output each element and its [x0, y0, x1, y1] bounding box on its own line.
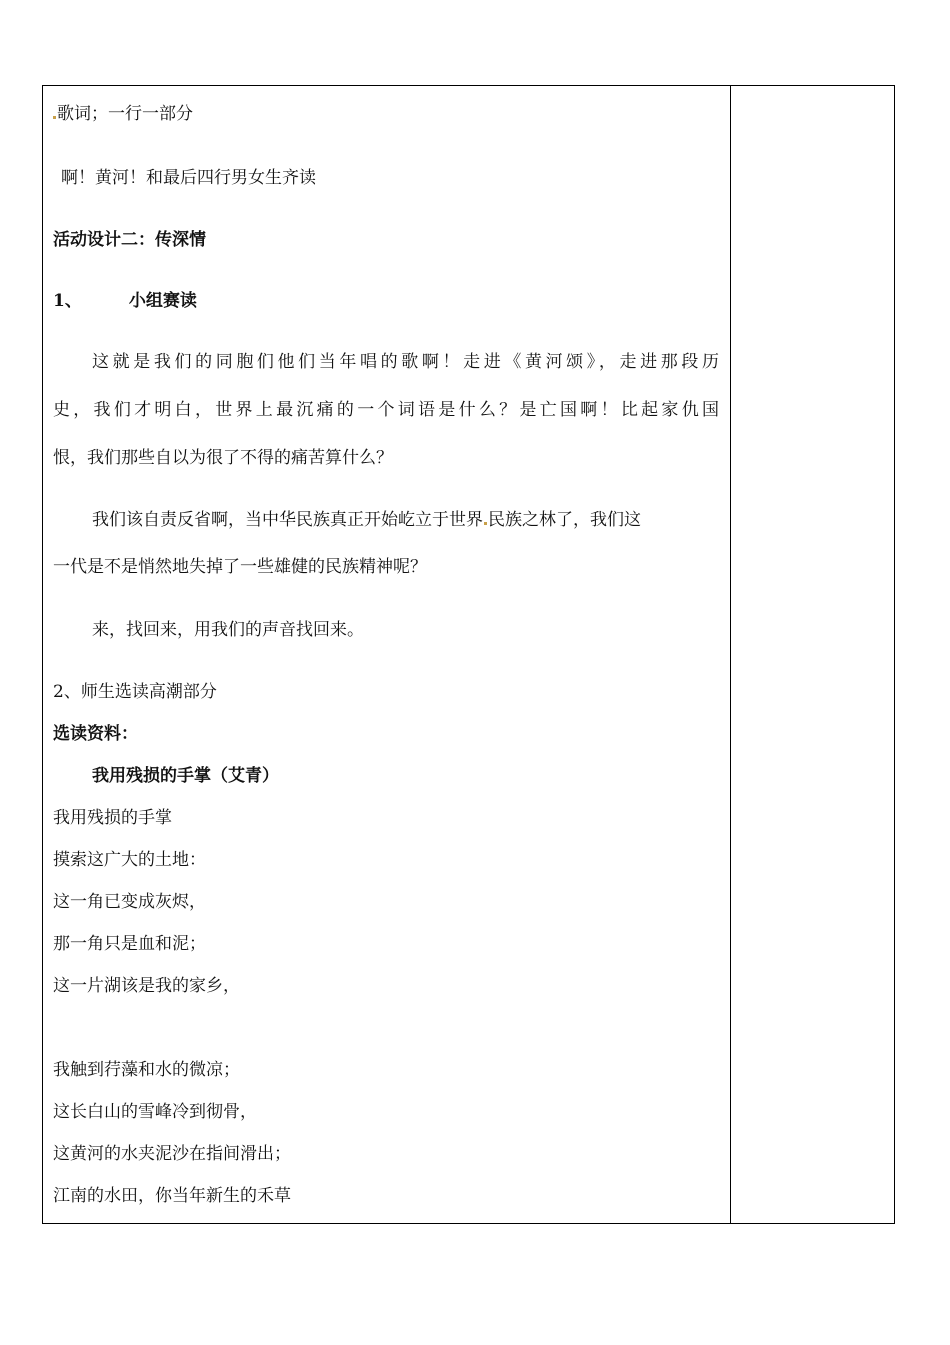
lesson-table: [42, 85, 895, 1224]
poem-line: 这一片湖该是我的家乡，: [53, 976, 240, 996]
poem-line: 这黄河的水夹泥沙在指间滑出；: [53, 1144, 291, 1164]
activity-heading: 活动设计二：传深情: [53, 230, 206, 250]
paragraph-2-line-1: 我们该自责反省啊，当中华民族真正开始屹立于世界 民族之林了，我们这: [92, 510, 641, 530]
poem-title: 我用残损的手掌（艾青）: [92, 766, 279, 786]
notes-cell: [731, 86, 894, 1223]
line-chorus-note: 啊！黄河！和最后四行男女生齐读: [61, 168, 316, 188]
content-cell: [43, 86, 730, 1223]
poem-line: 这长白山的雪峰冷到彻骨，: [53, 1102, 257, 1122]
poem-line: 我触到荇藻和水的微凉；: [53, 1060, 240, 1080]
paragraph-2-line-2: 一代是不是悄然地失掉了一些雄健的民族精神呢？: [53, 557, 427, 577]
material-heading: 选读资料：: [53, 724, 138, 744]
marker-dot: [53, 116, 56, 119]
poem-line: 摸索这广大的土地：: [53, 850, 206, 870]
step-1-heading: 1、 小组赛读: [53, 291, 197, 311]
poem-line: 江南的水田，你当年新生的禾草: [53, 1186, 291, 1206]
poem-line: 这一角已变成灰烬，: [53, 892, 206, 912]
paragraph-1-line-1: 这就是我们的同胞们他们当年唱的歌啊！走进《黄河颂》，走进那段历: [92, 352, 719, 372]
poem-line: 那一角只是血和泥；: [53, 934, 206, 954]
step-2-heading: 2、师生选读高潮部分: [53, 682, 217, 702]
paragraph-1-line-3: 恨，我们那些自以为很了不得的痛苦算什么？: [53, 448, 393, 468]
paragraph-1-line-2: 史，我们才明白，世界上最沉痛的一个词语是什么？是亡国啊！比起家仇国: [53, 400, 719, 420]
poem-line: 我用残损的手掌: [53, 808, 172, 828]
line-lyrics-note: 歌词；一行一部分: [53, 104, 193, 124]
marker-dot: [484, 522, 487, 525]
paragraph-3: 来，找回来，用我们的声音找回来。: [92, 620, 364, 640]
